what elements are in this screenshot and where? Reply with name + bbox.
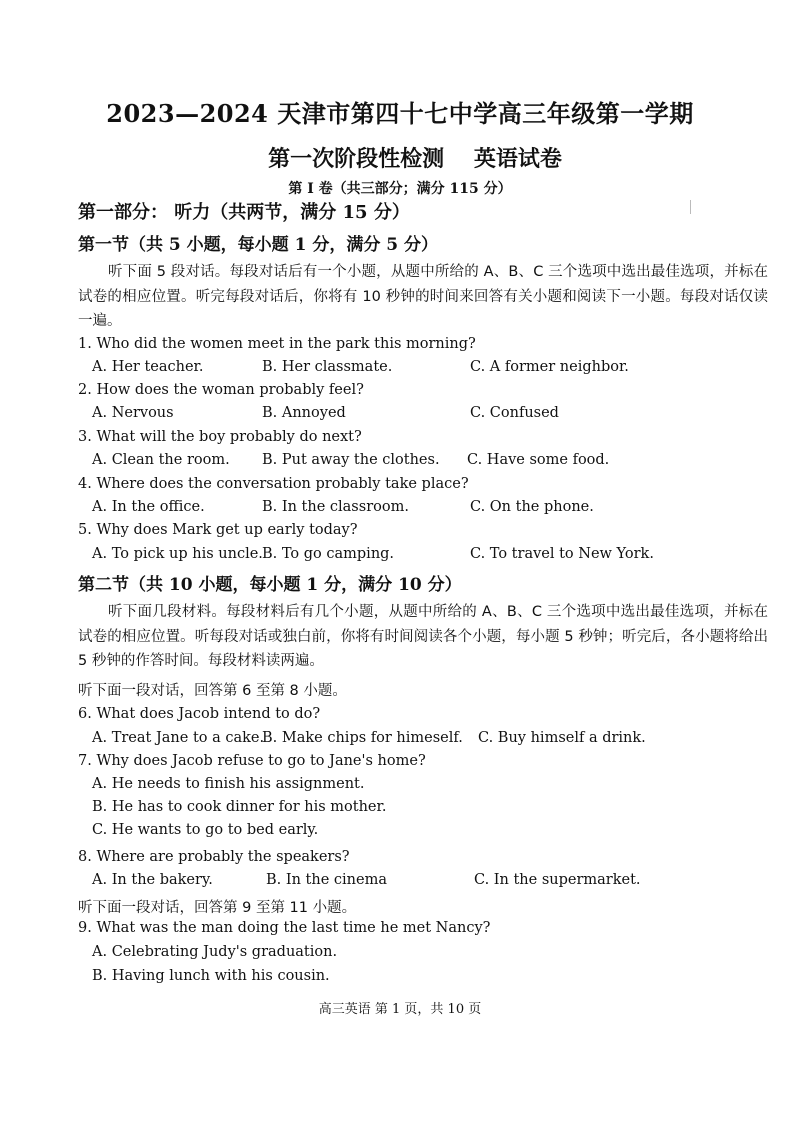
q7-option-b: B. He has to cook dinner for his mother. (92, 799, 387, 815)
section2-instructions: 听下面几段材料。每段材料后有几个小题，从题中所给的 A、B、C 三个选项中选出最佳选项，并标在试卷的相应位置。听每段对话或独白前，你将有时间阅读各个小题，每小题 5 秒钟；听完后，各小题将给出 5 秒钟的作答时间。每段材料读两遍。 (78, 604, 768, 669)
question-2: 2. How does the woman probably feel? (78, 382, 364, 398)
volume-info: 第 I 卷（共三部分；满分 115 分） (288, 181, 512, 197)
dialog2-intro: 听下面一段对话，回答第 9 至第 11 小题。 (78, 900, 357, 916)
question-6: 6. What does Jacob intend to do? (78, 706, 321, 722)
q6-option-a: A. Treat Jane to a cake. (92, 730, 265, 746)
question-9: 9. What was the man doing the last time he met Nancy? (78, 920, 491, 936)
section1-instructions: 听下面 5 段对话。每段对话后有一个小题，从题中所给的 A、B、C 三个选项中选出最佳选项，并标在试卷的相应位置。听完每段对话后，你将有 10 秒钟的时间来回答有关小题和阅读下一小题。每段对话仅读一遍。 (78, 264, 768, 329)
q1-option-b: B. Her classmate. (262, 359, 393, 375)
exam-title: 2023—2024 天津市第四十七中学高三年级第一学期 (106, 99, 694, 128)
q6-option-c: C. Buy himself a drink. (478, 730, 646, 746)
q6-option-b: B. Make chips for himeself. (262, 730, 463, 746)
q1-option-c: C. A former neighbor. (470, 359, 629, 375)
q2-option-c: C. Confused (470, 405, 559, 421)
q3-option-c: C. Have some food. (467, 452, 610, 468)
scan-mark (690, 200, 691, 214)
q8-option-c: C. In the supermarket. (474, 872, 641, 888)
q9-option-b: B. Having lunch with his cousin. (92, 968, 330, 984)
q5-option-b: B. To go camping. (262, 546, 395, 562)
q5-option-a: A. To pick up his uncle. (92, 546, 263, 562)
question-3: 3. What will the boy probably do next? (78, 429, 362, 445)
q9-option-a: A. Celebrating Judy's graduation. (92, 944, 338, 960)
subject-name: 英语试卷 (473, 146, 562, 172)
question-7: 7. Why does Jacob refuse to go to Jane's home? (78, 753, 426, 769)
q7-option-a: A. He needs to finish his assignment. (92, 776, 365, 792)
part1-heading: 第一部分： 听力（共两节，满分 15 分） (78, 202, 410, 223)
test-name: 第一次阶段性检测 (268, 146, 445, 172)
q7-option-c: C. He wants to go to bed early. (92, 822, 319, 838)
q1-option-a: A. Her teacher. (92, 359, 204, 375)
question-5: 5. Why does Mark get up early today? (78, 522, 358, 538)
q2-option-a: A. Nervous (92, 405, 174, 421)
q2-option-b: B. Annoyed (262, 405, 346, 421)
question-4: 4. Where does the conversation probably take place? (78, 476, 469, 492)
q8-option-a: A. In the bakery. (92, 872, 213, 888)
q3-option-a: A. Clean the room. (92, 452, 230, 468)
q4-option-b: B. In the classroom. (262, 499, 409, 515)
q5-option-c: C. To travel to New York. (470, 546, 654, 562)
q4-option-c: C. On the phone. (470, 499, 594, 515)
section2-heading: 第二节（共 10 小题，每小题 1 分，满分 10 分） (78, 575, 462, 595)
question-8: 8. Where are probably the speakers? (78, 849, 350, 865)
section1-heading: 第一节（共 5 小题，每小题 1 分，满分 5 分） (78, 235, 438, 255)
question-1: 1. Who did the women meet in the park this morning? (78, 336, 476, 352)
dialog1-intro: 听下面一段对话，回答第 6 至第 8 小题。 (78, 683, 347, 699)
exam-subtitle (0, 142, 800, 173)
q8-option-b: B. In the cinema (266, 872, 387, 888)
page-footer: 高三英语 第 1 页，共 10 页 (318, 1002, 482, 1017)
q4-option-a: A. In the office. (92, 499, 205, 515)
q3-option-b: B. Put away the clothes. (262, 452, 440, 468)
